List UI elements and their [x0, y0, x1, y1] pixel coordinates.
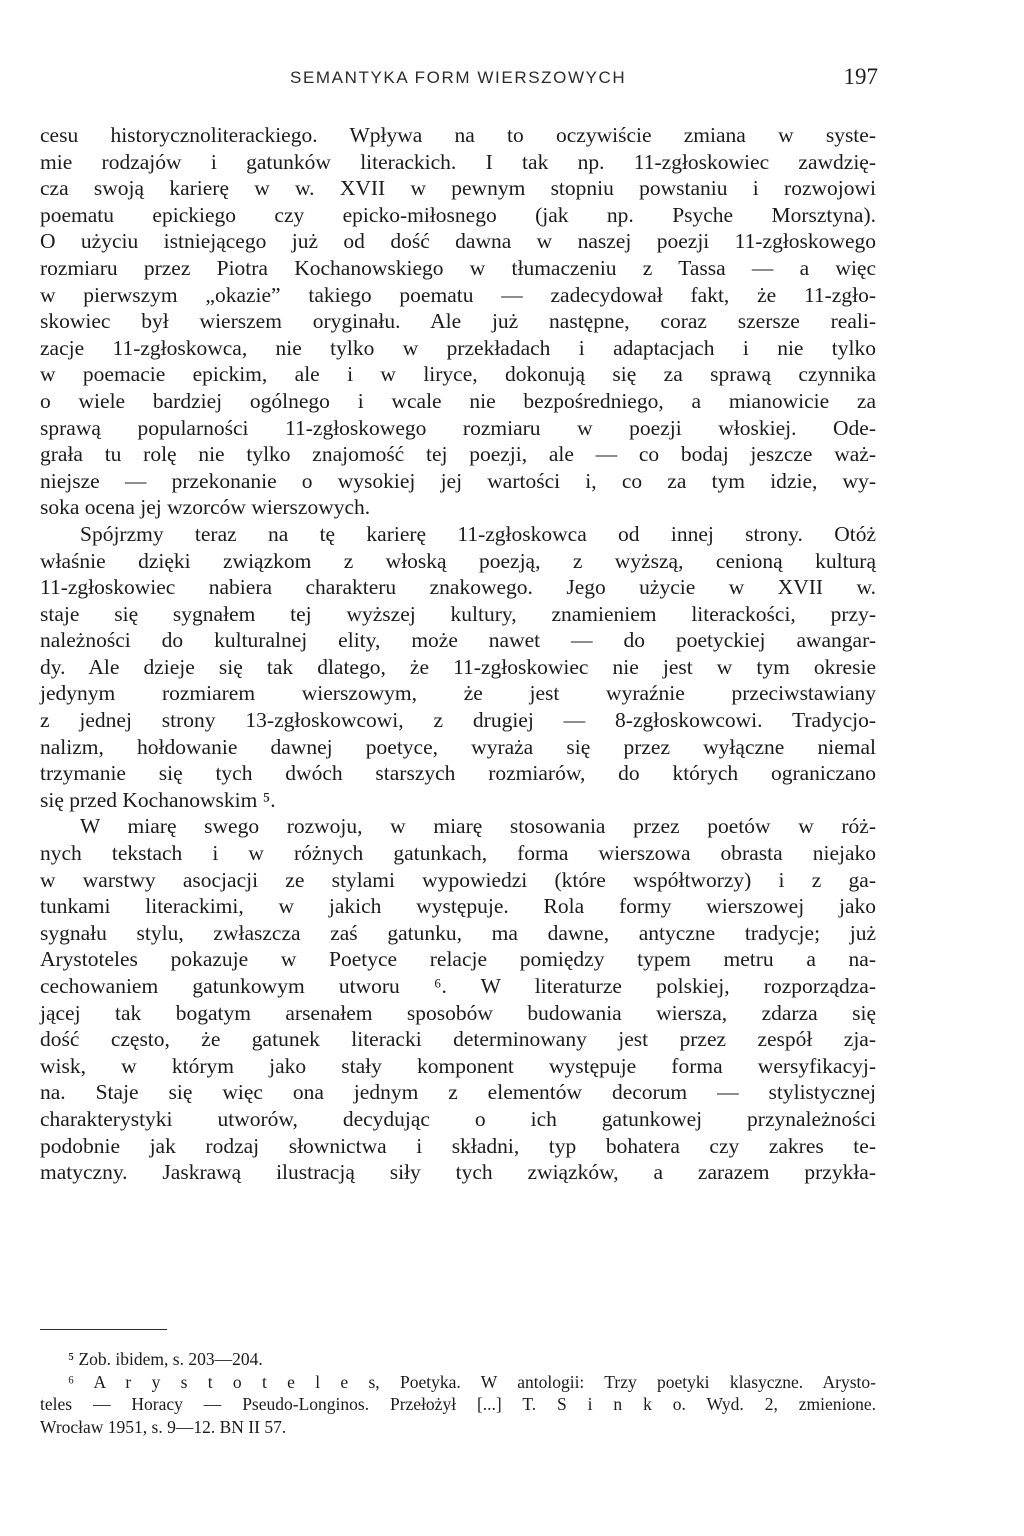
paragraph-end-line: soka ocena jej wzorców wierszowych.: [40, 495, 371, 520]
paragraph-start-line: Spójrzmy teraz na tę karierę 11-zgłoskowca od innej strony. Otóż: [80, 521, 876, 546]
text-line: w pierwszym „okazie” takiego poematu — zadecydował fakt, że 11-zgło-: [40, 282, 876, 307]
text-line: w poemacie epickim, ale i w liryce, dokonują się za sprawą czynnika: [40, 362, 876, 387]
footnotes: [40, 1348, 876, 1438]
text-line: sprawą popularności 11-zgłoskowego rozmiaru w poezji włoskiej. Ode-: [40, 415, 876, 440]
text-line: charakterystyki utworów, decydując o ich gatunkowej przynależności: [40, 1106, 876, 1131]
footnote-separator: [40, 1329, 167, 1330]
text-line: jedynym rozmiarem wierszowym, że jest wyraźnie przeciwstawiany: [40, 681, 876, 706]
text-line: niejsze — przekonanie o wysokiej jej wartości i, co za tym idzie, wy-: [40, 468, 876, 493]
text-line: wisk, w którym jako stały komponent występuje forma wersyfikacyj-: [40, 1053, 876, 1078]
text-line: poematu epickiego czy epicko-miłosnego (jak np. Psyche Morsztyna).: [40, 202, 876, 227]
text-line: na. Staje się więc ona jednym z elementów decorum — stylistycznej: [40, 1080, 876, 1105]
paragraph-end-line: się przed Kochanowskim ⁵.: [40, 787, 276, 812]
text-line: jącej tak bogatym arsenałem sposobów budowania wiersza, zdarza się: [40, 1000, 876, 1025]
text-line: O użyciu istniejącego już od dość dawna w naszej poezji 11-zgłoskowego: [40, 229, 876, 254]
text-line: nych tekstach i w różnych gatunkach, forma wierszowa obrasta niejako: [40, 841, 876, 866]
footnote-6-continued: teles — Horacy — Pseudo-Longinos. Przełożył [...] T. S i n k o. Wyd. 2, zmienione.: [40, 1394, 876, 1414]
text-line: cechowaniem gatunkowym utworu ⁶. W literaturze polskiej, rozporządza-: [40, 974, 876, 998]
running-title: SEMANTYKA FORM WIERSZOWYCH: [290, 68, 627, 87]
text-line: Arystoteles pokazuje w Poetyce relacje pomiędzy typem metru a na-: [40, 947, 876, 972]
text-line: tunkami literackimi, w jakich występuje. Rola formy wierszowej jako: [40, 894, 876, 919]
footnote-6: ⁶ A r y s t o t e l e s, Poetyka. W antologii: Trzy poetyki klasyczne. Arysto-: [68, 1371, 876, 1392]
text-line: z jednej strony 13-zgłoskowcowi, z drugiej — 8-zgłoskowcowi. Tradycjo-: [40, 708, 876, 733]
text-line: trzymanie się tych dwóch starszych rozmiarów, do których ograniczano: [40, 761, 876, 786]
body-text: [40, 122, 876, 1186]
text-line: o wiele bardziej ogólnego i wcale nie bezpośredniego, a mianowicie za: [40, 388, 876, 413]
text-line: matyczny. Jaskrawą ilustracją siły tych związków, a zarazem przykła-: [40, 1160, 876, 1185]
text-line: w warstwy asocjacji ze stylami wypowiedzi (które współtworzy) i z ga-: [40, 867, 876, 892]
text-line: cesu historycznoliterackiego. Wpływa na to oczywiście zmiana w syste-: [40, 123, 876, 147]
paragraph-start-line: W miarę swego rozwoju, w miarę stosowania przez poetów w róż-: [80, 814, 876, 839]
page-number: 197: [843, 64, 878, 89]
text-line: nalizm, hołdowanie dawnej poetyce, wyraża się przez wyłączne niemal: [40, 734, 876, 759]
text-line: grała tu rolę nie tylko znajomość tej poezji, ale — co bodaj jeszcze waż-: [40, 442, 876, 467]
text-line: cza swoją karierę w w. XVII w pewnym stopniu powstaniu i rozwojowi: [40, 176, 876, 201]
text-line: 11-zgłoskowiec nabiera charakteru znakowego. Jego użycie w XVII w.: [40, 575, 876, 600]
text-line: mie rodzajów i gatunków literackich. I tak np. 11-zgłoskowiec zawdzię-: [40, 149, 876, 174]
footnote-5: ⁵ Zob. ibidem, s. 203—204.: [68, 1349, 263, 1369]
text-line: należności do kulturalnej elity, może nawet — do poetyckiej awangar-: [40, 628, 876, 653]
running-head: [40, 64, 880, 94]
text-line: skowiec był wierszem oryginału. Ale już następne, coraz szersze reali-: [40, 309, 876, 334]
text-line: staje się sygnałem tej wyższej kultury, znamieniem literackości, przy-: [40, 601, 876, 626]
text-line: rozmiaru przez Piotra Kochanowskiego w tłumaczeniu z Tassa — a więc: [40, 255, 876, 280]
text-line: dy. Ale dzieje się tak dlatego, że 11-zgłoskowiec nie jest w tym okresie: [40, 654, 876, 679]
text-line: właśnie dzięki związkom z włoską poezją, z wyższą, cenioną kulturą: [40, 548, 876, 573]
text-line: dość często, że gatunek literacki determinowany jest przez zespół zja-: [40, 1027, 876, 1052]
footnote-6-end: Wrocław 1951, s. 9—12. BN II 57.: [40, 1416, 287, 1437]
text-line: sygnału stylu, zwłaszcza zaś gatunku, ma dawne, antyczne tradycje; już: [40, 920, 876, 945]
text-line: zacje 11-zgłoskowca, nie tylko w przekładach i adaptacjach i nie tylko: [40, 335, 876, 360]
text-line: podobnie jak rodzaj słownictwa i składni, typ bohatera czy zakres te-: [40, 1133, 876, 1158]
